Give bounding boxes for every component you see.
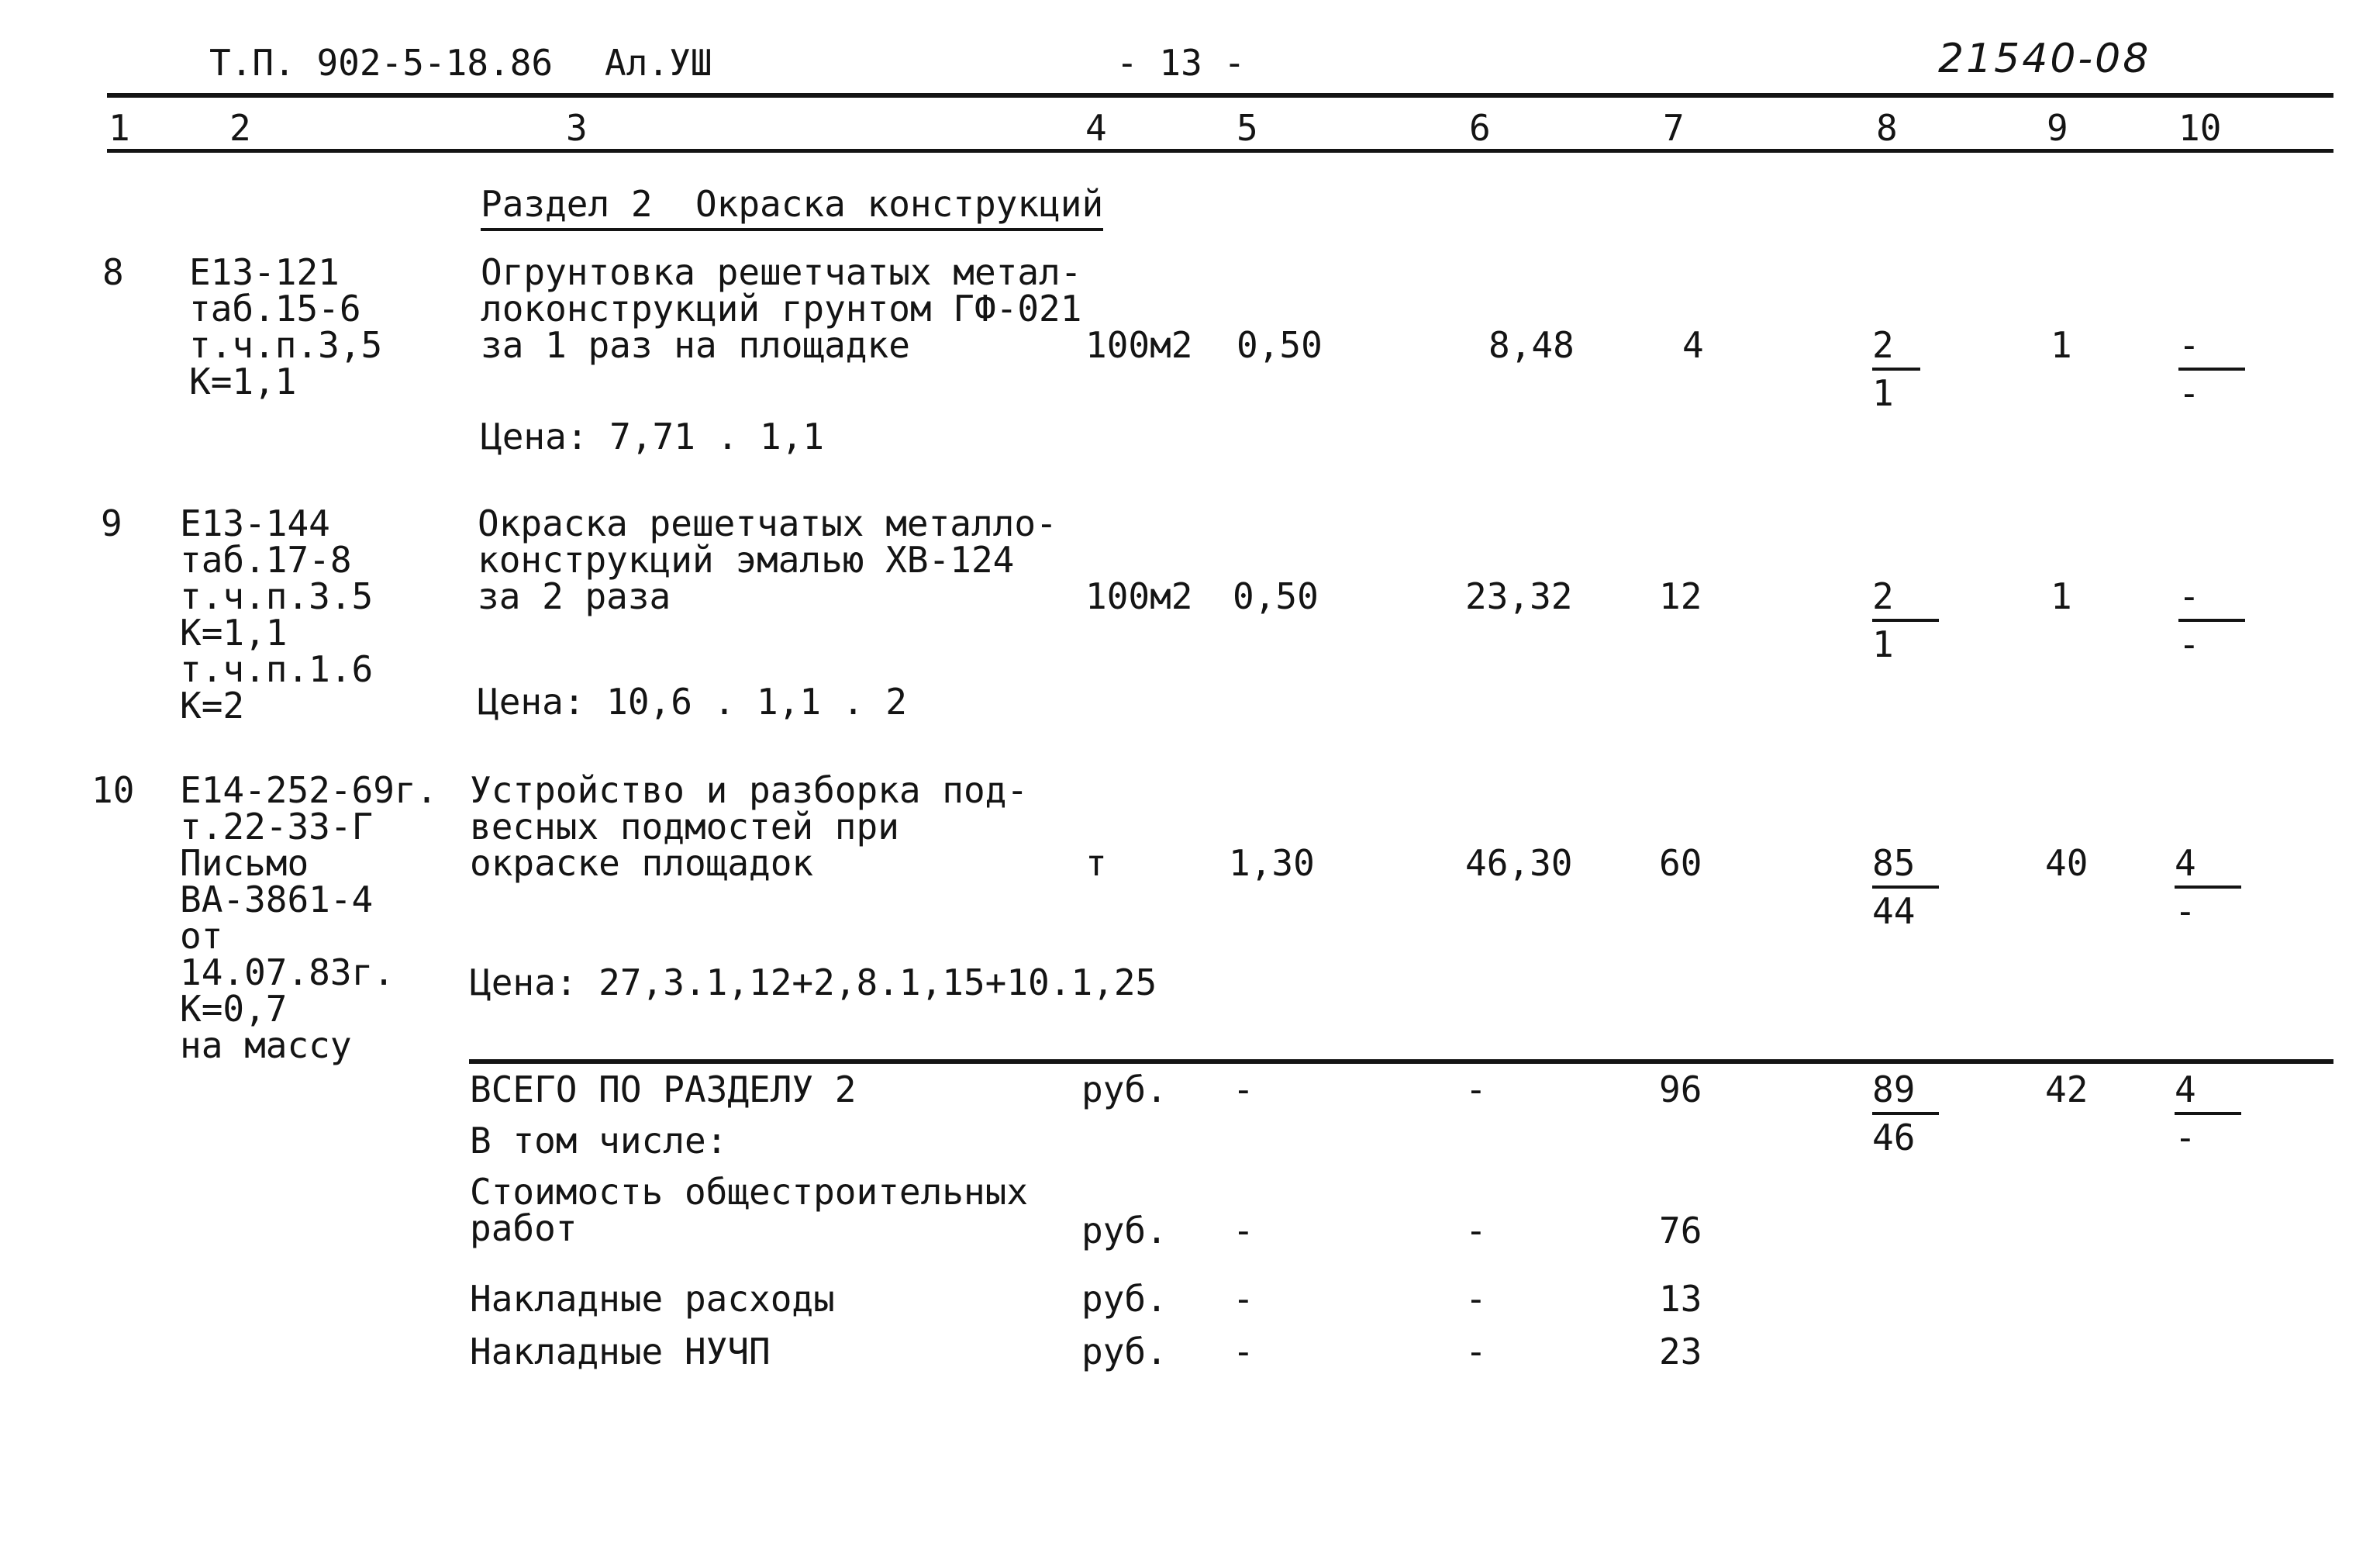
breakdown-quantity: - bbox=[1233, 1331, 1254, 1372]
col8-numerator: 89 bbox=[1872, 1068, 1916, 1110]
registration-stamp: 21540-08 bbox=[1938, 36, 2151, 82]
breakdown-unit-cost: - bbox=[1465, 1331, 1487, 1372]
document-code: Т.П. 902-5-18.86 bbox=[209, 42, 554, 84]
col8-fraction bbox=[1872, 575, 1950, 665]
col10-denominator: - bbox=[2178, 372, 2200, 414]
fraction-bar bbox=[1872, 619, 1939, 622]
fraction-bar bbox=[2178, 368, 2245, 371]
fraction-bar bbox=[1872, 1112, 1939, 1115]
totals-total: 96 bbox=[1659, 1068, 1702, 1110]
col10-denominator: - bbox=[2175, 1117, 2196, 1158]
unit-cost: 46,30 bbox=[1465, 842, 1573, 884]
breakdown-label: Стоимость общестроительных работ bbox=[470, 1171, 1029, 1249]
norm-code: Е13-121 таб.15-6 т.ч.п.3,5 К=1,1 bbox=[189, 251, 383, 402]
row-number: 10 bbox=[91, 769, 135, 811]
price-formula: Цена: 27,3.1,12+2,8.1,15+10.1,25 bbox=[470, 961, 1157, 1003]
totals-col10-fraction bbox=[2175, 1068, 2252, 1158]
col8-fraction bbox=[1872, 842, 1950, 932]
column-number-5: 5 bbox=[1237, 107, 1258, 149]
col9-value: 40 bbox=[2045, 842, 2089, 884]
col8-denominator: 1 bbox=[1872, 372, 1894, 414]
including-label: В том числе: bbox=[470, 1120, 728, 1162]
column-number-6: 6 bbox=[1469, 107, 1491, 149]
breakdown-quantity: - bbox=[1233, 1210, 1254, 1251]
breakdown-quantity: - bbox=[1233, 1278, 1254, 1320]
breakdown-label: Накладные НУЧП bbox=[470, 1331, 771, 1372]
breakdown-label: Накладные расходы bbox=[470, 1278, 835, 1320]
column-number-3: 3 bbox=[566, 107, 588, 149]
col10-numerator: - bbox=[2178, 324, 2200, 366]
quantity: 0,50 bbox=[1233, 575, 1319, 617]
breakdown-total: 76 bbox=[1659, 1210, 1702, 1251]
unit: т bbox=[1085, 842, 1107, 884]
album-label: Ал.УШ bbox=[605, 42, 712, 84]
norm-code: Е14-252-69г. т.22-33-Г Письмо ВА-3861-4 от 14.07.83г. К=0,7 на массу bbox=[180, 769, 438, 1066]
total-cost: 60 bbox=[1659, 842, 1702, 884]
breakdown-unit-cost: - bbox=[1465, 1210, 1487, 1251]
fraction-bar bbox=[1872, 368, 1920, 371]
work-description: Огрунтовка решетчатых метал- локонструкций грунтом ГФ-021 за 1 раз на площадке bbox=[481, 251, 1082, 366]
col10-fraction bbox=[2178, 575, 2256, 665]
totals-unit: руб. bbox=[1081, 1068, 1168, 1110]
unit-cost: 23,32 bbox=[1465, 575, 1573, 617]
col10-fraction bbox=[2175, 842, 2252, 932]
fraction-bar bbox=[2175, 1112, 2241, 1115]
column-number-8: 8 bbox=[1876, 107, 1898, 149]
col8-denominator: 1 bbox=[1872, 623, 1894, 665]
breakdown-unit: руб. bbox=[1081, 1278, 1168, 1320]
totals-rule bbox=[469, 1059, 2333, 1064]
work-description: Устройство и разборка под- весных подмостей при окраске площадок bbox=[470, 769, 1029, 884]
column-number-10: 10 bbox=[2178, 107, 2222, 149]
col9-value: 1 bbox=[2051, 575, 2072, 617]
page-number: - 13 - bbox=[1116, 42, 1246, 84]
col8-fraction bbox=[1872, 324, 1950, 414]
breakdown-unit-cost: - bbox=[1465, 1278, 1487, 1320]
totals-unit-cost: - bbox=[1465, 1068, 1487, 1110]
unit: 100м2 bbox=[1085, 575, 1193, 617]
col8-denominator: 46 bbox=[1872, 1117, 1916, 1158]
col10-numerator: 4 bbox=[2175, 842, 2196, 884]
total-cost: 4 bbox=[1682, 324, 1704, 366]
total-cost: 12 bbox=[1659, 575, 1702, 617]
norm-code: Е13-144 таб.17-8 т.ч.п.3.5 К=1,1 т.ч.п.1.6 К=2 bbox=[180, 502, 374, 727]
row-number: 8 bbox=[102, 251, 124, 293]
col10-numerator: 4 bbox=[2175, 1068, 2196, 1110]
totals-col8-fraction bbox=[1872, 1068, 1950, 1158]
col10-numerator: - bbox=[2178, 575, 2200, 617]
breakdown-unit: руб. bbox=[1081, 1210, 1168, 1251]
col8-numerator: 2 bbox=[1872, 324, 1894, 366]
column-number-4: 4 bbox=[1085, 107, 1107, 149]
quantity: 1,30 bbox=[1229, 842, 1315, 884]
totals-col9: 42 bbox=[2045, 1068, 2089, 1110]
column-number-2: 2 bbox=[229, 107, 251, 149]
col10-denominator: - bbox=[2175, 890, 2196, 932]
fraction-bar bbox=[2178, 619, 2245, 622]
col10-denominator: - bbox=[2178, 623, 2200, 665]
col9-value: 1 bbox=[2051, 324, 2072, 366]
price-formula: Цена: 10,6 . 1,1 . 2 bbox=[478, 681, 907, 723]
unit: 100м2 bbox=[1085, 324, 1193, 366]
column-number-9: 9 bbox=[2047, 107, 2068, 149]
header-rule-top bbox=[107, 93, 2333, 98]
fraction-bar bbox=[2175, 886, 2241, 889]
header-rule-bottom bbox=[107, 149, 2333, 153]
totals-label: ВСЕГО ПО РАЗДЕЛУ 2 bbox=[470, 1068, 857, 1110]
quantity: 0,50 bbox=[1237, 324, 1323, 366]
section-title: Раздел 2 Окраска конструкций bbox=[481, 186, 1103, 222]
totals-quantity: - bbox=[1233, 1068, 1254, 1110]
breakdown-total: 23 bbox=[1659, 1331, 1702, 1372]
column-number-1: 1 bbox=[109, 107, 130, 149]
price-formula: Цена: 7,71 . 1,1 bbox=[481, 416, 825, 457]
fraction-bar bbox=[1872, 886, 1939, 889]
breakdown-total: 13 bbox=[1659, 1278, 1702, 1320]
col8-denominator: 44 bbox=[1872, 890, 1916, 932]
col8-numerator: 2 bbox=[1872, 575, 1894, 617]
breakdown-unit: руб. bbox=[1081, 1331, 1168, 1372]
col8-numerator: 85 bbox=[1872, 842, 1916, 884]
work-description: Окраска решетчатых металло- конструкций эмалью ХВ-124 за 2 раза bbox=[478, 502, 1057, 617]
unit-cost: 8,48 bbox=[1488, 324, 1575, 366]
column-number-7: 7 bbox=[1663, 107, 1685, 149]
row-number: 9 bbox=[101, 502, 122, 544]
col10-fraction bbox=[2178, 324, 2256, 414]
